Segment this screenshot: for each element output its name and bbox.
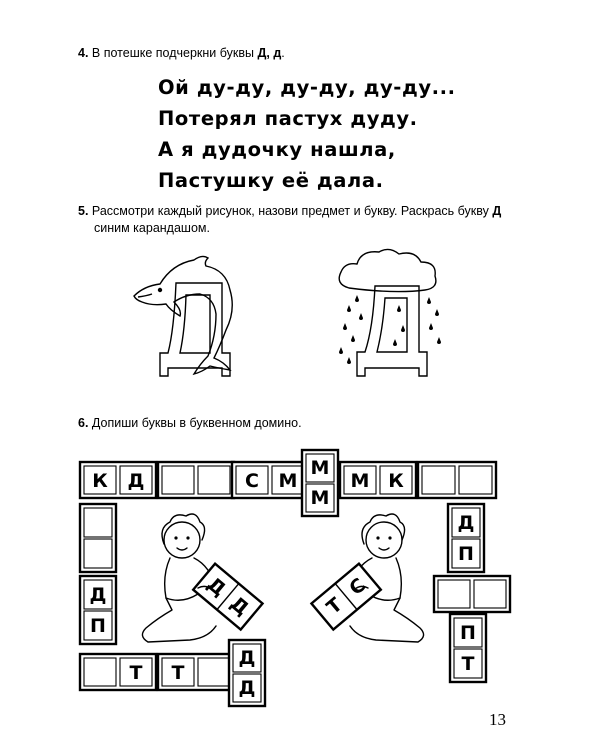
domino-letter: П <box>458 543 474 565</box>
task-6-number: 6. <box>78 416 89 430</box>
task-4-text: В потешке подчеркни буквы <box>91 46 254 60</box>
domino-letter: Д <box>127 470 145 492</box>
task-6-instruction <box>78 415 302 432</box>
dolphin-letter-d-picture <box>130 250 260 385</box>
page-number: 13 <box>489 710 506 729</box>
domino-letter: П <box>460 622 476 644</box>
domino-top-pair-4 <box>340 462 416 498</box>
domino-top-left-pair <box>80 462 156 498</box>
rain-cloud-letter-d-picture <box>335 248 445 383</box>
domino-right-vertical-2 <box>450 614 486 682</box>
domino-letter: К <box>92 470 108 492</box>
domino-letter: М <box>310 457 330 479</box>
domino-top-vertical-tile <box>302 450 338 516</box>
domino-letter: М <box>310 487 330 509</box>
domino-letter: Д <box>238 677 256 699</box>
domino-letter: Т <box>171 662 185 684</box>
boy-with-book-left <box>142 514 262 642</box>
domino-top-empty-pair-2[interactable] <box>418 462 496 498</box>
domino-letter: С <box>245 470 259 492</box>
letter-domino-board <box>78 448 518 708</box>
domino-left-empty-vertical[interactable] <box>80 504 116 572</box>
domino-bottom-vertical-tile <box>229 640 265 706</box>
domino-letter: Д <box>89 584 107 606</box>
task-5-number: 5. <box>78 204 89 218</box>
task-4-number: 4. <box>78 46 89 60</box>
poem-line-1: Ой ду-ду, ду-ду, ду-ду... <box>158 76 456 99</box>
task-4-instruction <box>78 45 285 62</box>
domino-right-vertical-1 <box>448 504 484 572</box>
domino-left-vertical-2 <box>80 576 116 644</box>
task-5-line-2: синим карандашом. <box>94 221 210 235</box>
poem-line-4: Пастушку её дала. <box>158 169 384 192</box>
domino-top-pair-3 <box>232 462 308 498</box>
book-letter: Т <box>322 593 347 619</box>
task-4-letters: Д, д <box>257 46 282 60</box>
task-5-letter: Д <box>492 204 502 218</box>
domino-letter: Т <box>129 662 143 684</box>
domino-letter: К <box>388 470 404 492</box>
poem-line-2: Потерял пастух дуду. <box>158 107 418 130</box>
book-letter: Д <box>202 573 230 601</box>
domino-letter: Т <box>461 653 475 675</box>
poem-line-3: А я дудочку нашла, <box>158 138 396 161</box>
domino-bottom-pair-1[interactable] <box>80 654 156 690</box>
domino-letter: М <box>278 470 298 492</box>
domino-top-empty-pair-1[interactable] <box>158 462 234 498</box>
task-6-text: Допиши буквы в буквенном домино. <box>91 416 302 430</box>
domino-letter: Д <box>238 647 256 669</box>
domino-right-empty-pair[interactable] <box>434 576 510 612</box>
poem <box>158 72 456 196</box>
domino-letter: Д <box>457 512 475 534</box>
domino-letter: П <box>90 615 106 637</box>
domino-letter: М <box>350 470 370 492</box>
task-5-instruction <box>78 203 538 237</box>
boy-with-book-right <box>311 514 423 642</box>
task-4-end: . <box>281 46 285 60</box>
domino-bottom-pair-2[interactable] <box>158 654 234 690</box>
book-letter: Д <box>225 592 253 621</box>
book-letter: С <box>345 574 371 600</box>
task-5-line-1: Рассмотри каждый рисунок, назови предмет и букву. Раскрась букву <box>91 204 489 218</box>
